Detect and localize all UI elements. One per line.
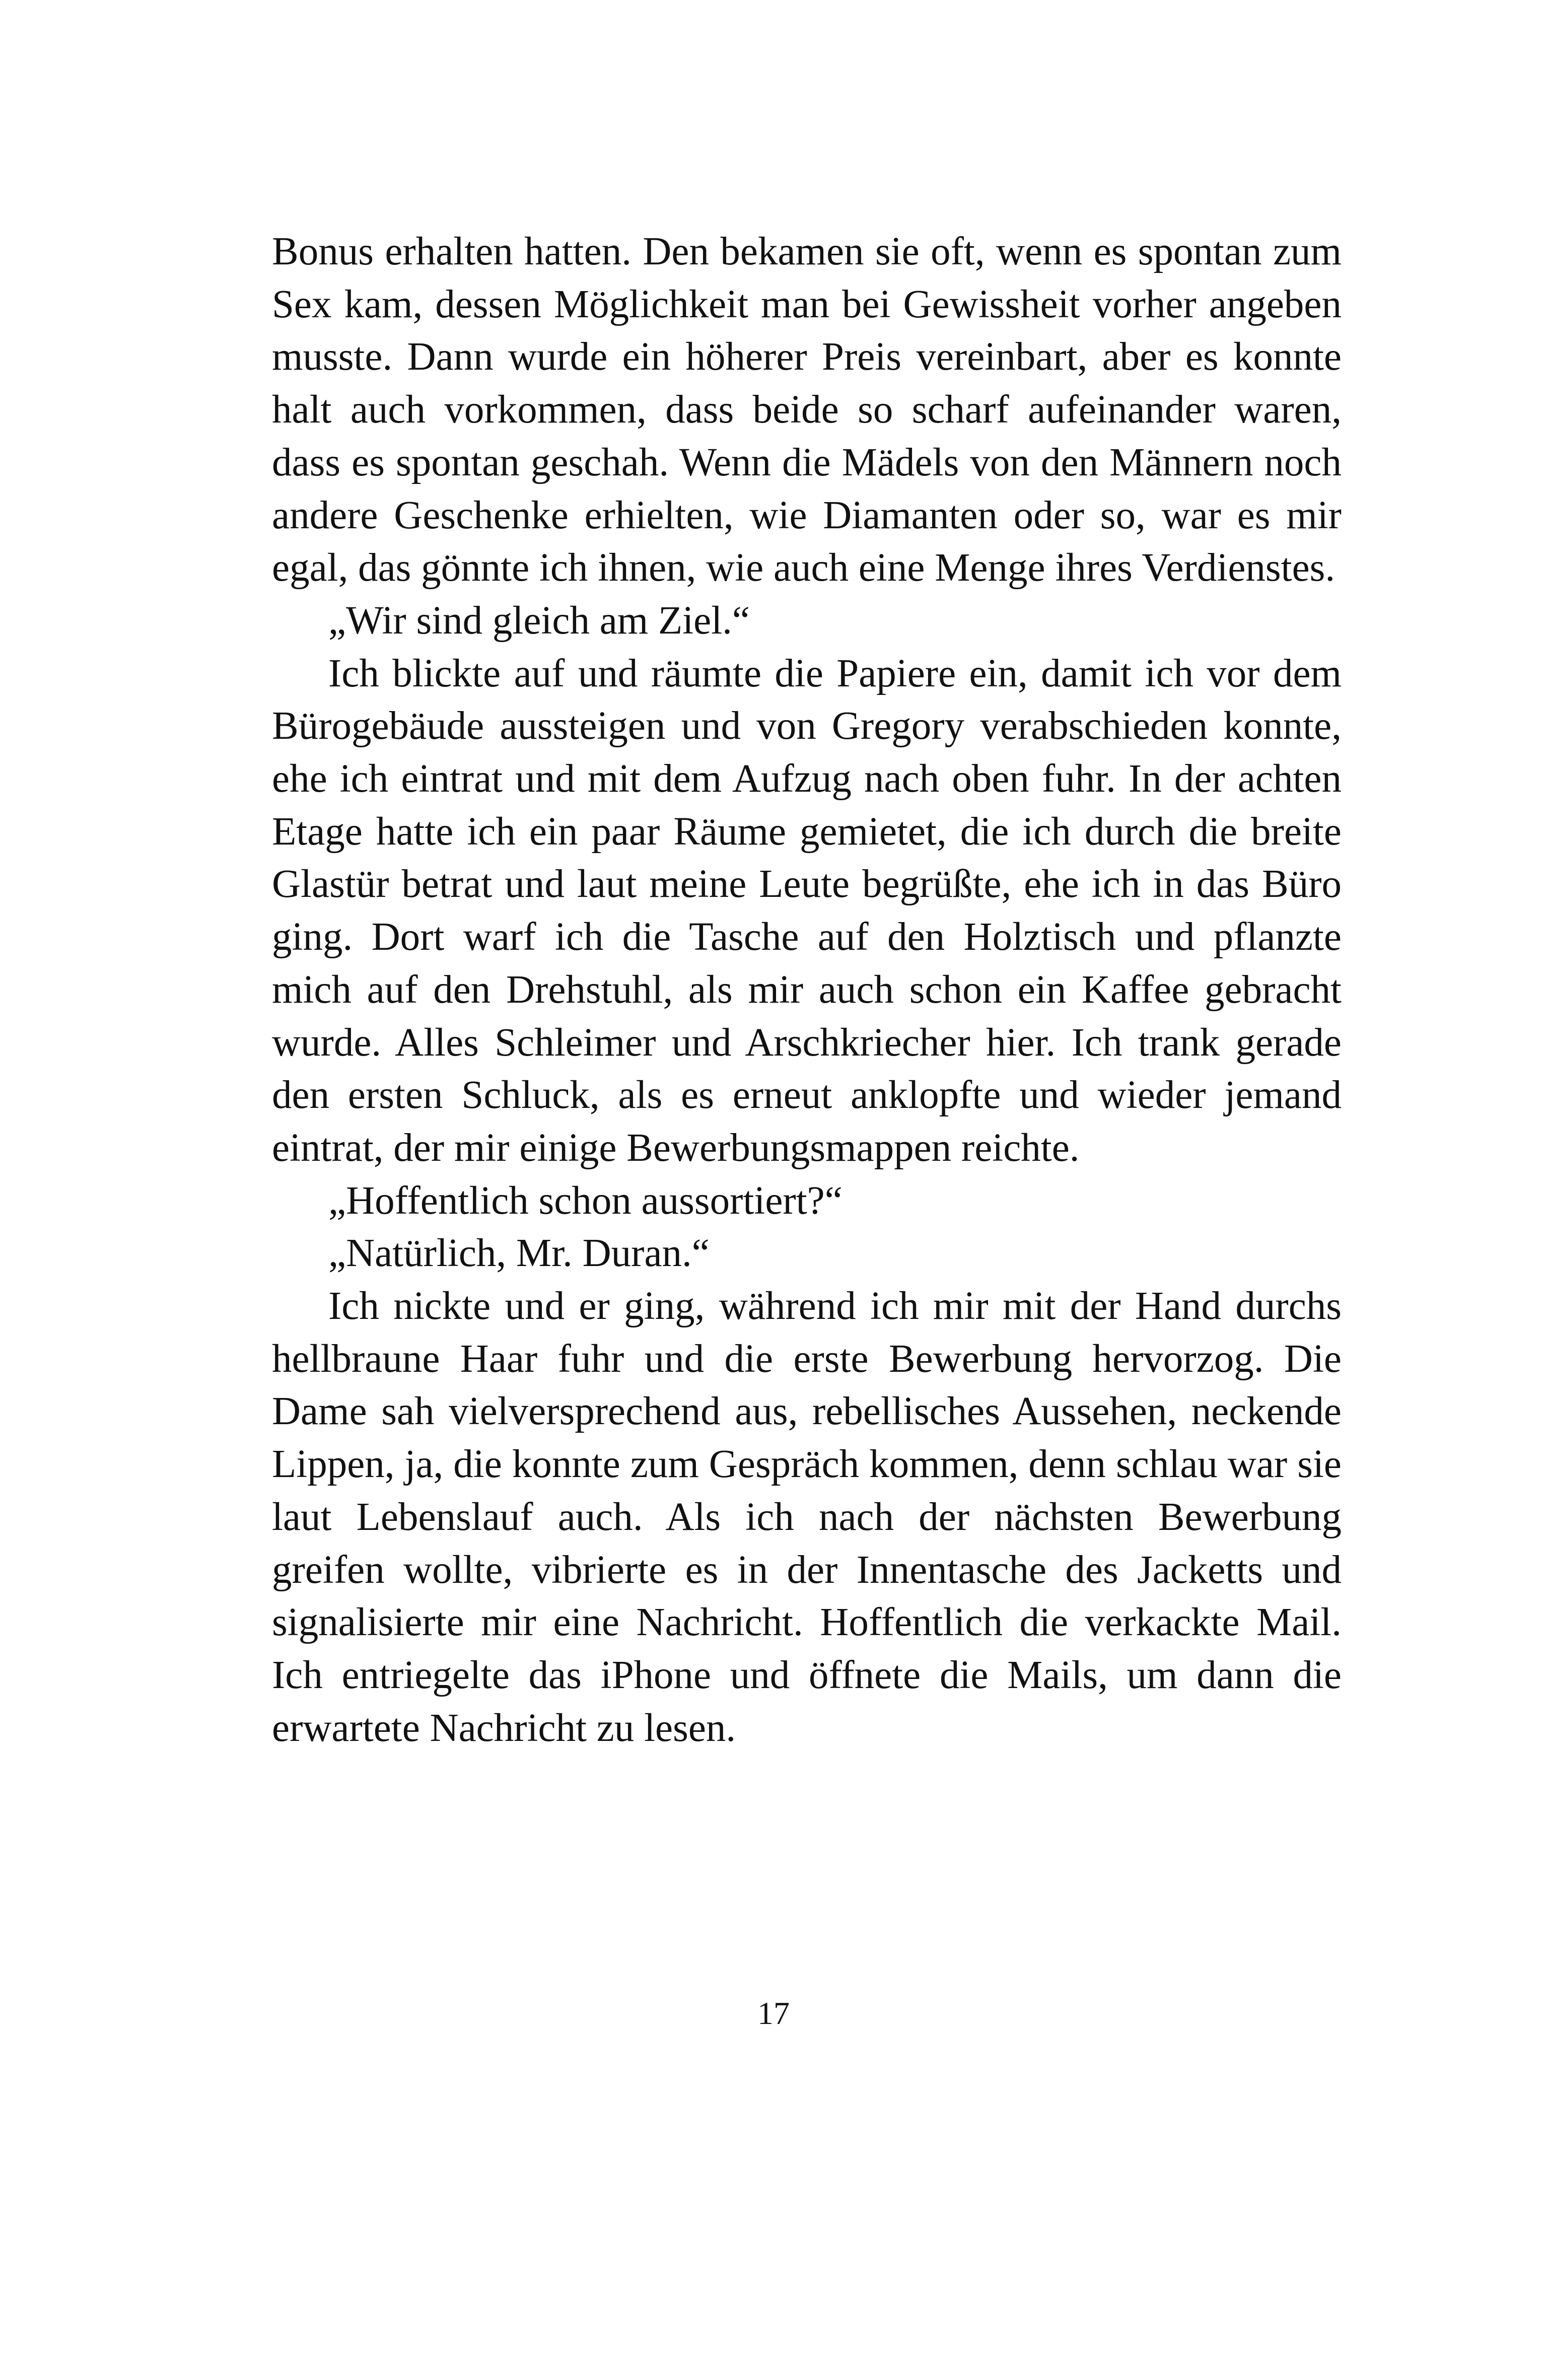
paragraph-6: Ich nickte und er ging, während ich mir mit der Hand durchs hellbraune Haar fuhr und die erste Bewerbung hervorzog. Die Dame sah vielversprechend aus, rebellisches Aussehen, neckende Lippen, ja, die konnte zum Gespräch kommen, denn schlau war sie laut Lebenslauf auch. Als ich nach der nächsten Bewerbung greifen wollte, vibrierte es in der Innentasche des Jacketts und signalisierte mir eine Nachricht. Hoffentlich die verkackte Mail. Ich entriegelte das iPhone und öffnete die Mails, um dann die erwartete Nachricht zu lesen. [272, 1284, 1342, 1750]
paragraph-2: „Wir sind gleich am Ziel.“ [328, 598, 750, 643]
page-number: 17 [757, 1995, 790, 2031]
paragraph-4: „Hoffentlich schon aussortiert?“ [328, 1178, 842, 1223]
paragraph-1: Bonus erhalten hatten. Den bekamen sie oft, wenn es spontan zum Sex kam, dessen Möglichkeit man bei Gewissheit vorher angeben musste. Dann wurde ein höherer Preis vereinbart, aber es konnte halt auch vorkommen, dass beide so scharf aufeinander waren, dass es spontan geschah. Wenn die Mädels von den Männern noch andere Geschenke erhielten, wie Diamanten oder so, war es mir egal, das gönnte ich ihnen, wie auch eine Menge ihres Verdienstes. [272, 230, 1342, 590]
paragraph-3: Ich blickte auf und räumte die Papiere ein, damit ich vor dem Bürogebäude aussteigen und von Gregory verabschieden konnte, ehe ich eintrat und mit dem Aufzug nach oben fuhr. In der achten Etage hatte ich ein paar Räume gemietet, die ich durch die breite Glastür betrat und laut meine Leute begrüßte, ehe ich in das Büro ging. Dort warf ich die Tasche auf den Holztisch und pflanzte mich auf den Drehstuhl, als mir auch schon ein Kaffee gebracht wurde. Alles Schleimer und Arschkriecher hier. Ich trank gerade den ersten Schluck, als es erneut anklopfte und wieder jemand eintrat, der mir einige Bewerbungsmappen reichte. [272, 651, 1342, 1170]
paragraph-5: „Natürlich, Mr. Duran.“ [328, 1231, 710, 1276]
body-text [272, 226, 1342, 1755]
